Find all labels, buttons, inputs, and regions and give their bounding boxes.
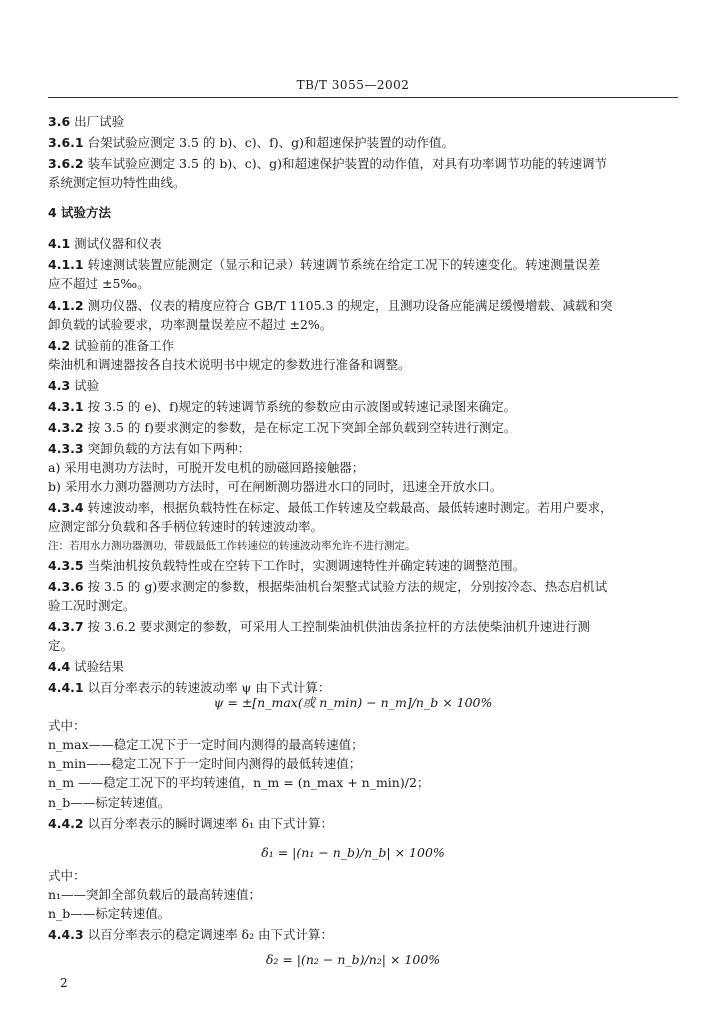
clause-text: 以百分率表示的转速波动率 ψ 由下式计算：: [83, 680, 331, 695]
clause-line: [48, 135, 680, 150]
clause-text: 以百分率表示的稳定调速率 δ₂ 由下式计算：: [83, 927, 334, 942]
clause-text: 试验结果: [70, 659, 125, 674]
clause-line: [48, 579, 680, 594]
text-line: [48, 887, 680, 902]
clause-line: [48, 205, 680, 220]
text-line: [48, 756, 680, 771]
text-line: [48, 737, 680, 752]
clause-text: 按 3.5 的 f)要求测定的参数，是在标定工况下突卸全部负载到空转进行测定。: [83, 420, 517, 435]
clause-text: 式中：: [48, 868, 86, 883]
clause-text: 试验方法: [56, 205, 112, 220]
formula: ψ = ±[n_max(或 n_min) − n_m]/n_b × 100%: [213, 695, 493, 710]
clause-line: [48, 816, 680, 831]
clause-text: a) 采用电测功方法时，可脱开发电机的励磁回路接触器；: [48, 460, 365, 475]
clause-line: [48, 298, 680, 313]
text-line: [48, 598, 680, 613]
text-line: [48, 460, 680, 475]
text-line: [48, 479, 680, 494]
clause-line: [48, 619, 680, 634]
clause-text: 出厂试验: [70, 114, 125, 129]
clause-text: 转速测试装置应能测定（显示和记录）转速调节系统在给定工况下的转速变化。转速测量误差: [83, 257, 601, 272]
clause-number: 4.1: [48, 236, 71, 251]
clause-number: 4: [48, 205, 57, 220]
clause-text: 应测定部分负载和各手柄位转速时的转速波动率。: [48, 519, 324, 534]
clause-text: n_b——标定转速值。: [48, 795, 171, 810]
clause-text: n_max——稳定工况下于一定时间内测得的最高转速值；: [48, 737, 364, 752]
page-number: 2: [60, 976, 68, 990]
text-line: [48, 357, 680, 372]
clause-line: [48, 420, 680, 435]
clause-text: 按 3.5 的 g)要求测定的参数，根据柴油机台架整式试验方法的规定，分别按冷态、热态启机试: [83, 579, 608, 594]
clause-text: 定。: [48, 638, 74, 653]
clause-line: [48, 378, 680, 393]
clause-number: 4.4.2: [48, 816, 84, 831]
clause-line: [48, 114, 680, 129]
text-line: [48, 539, 680, 554]
clause-number: 4.1.2: [48, 298, 84, 313]
clause-text: 注：若用水力测功器测功，带载最低工作转速位的转速波动率允许不进行测定。: [48, 540, 416, 552]
clause-line: [48, 680, 680, 695]
clause-number: 3.6: [48, 114, 71, 129]
text-line: [48, 638, 680, 653]
clause-text: 当柴油机按负载特性或在空转下工作时，实测调速特性并确定转速的调整范围。: [83, 558, 526, 573]
text-line: [48, 795, 680, 810]
clause-number: 4.1.1: [48, 257, 84, 272]
clause-text: 试验: [70, 378, 100, 393]
clause-text: 应不超过 ±5‰。: [48, 276, 150, 291]
clause-text: n_min——稳定工况下于一定时间内测得的最低转速值；: [48, 756, 362, 771]
text-line: [48, 276, 680, 291]
clause-text: 以百分率表示的瞬时调速率 δ₁ 由下式计算：: [83, 816, 334, 831]
clause-line: [48, 236, 680, 251]
text-line: [48, 868, 680, 883]
clause-number: 3.6.2: [48, 156, 84, 171]
formula: δ₁ = |(n₁ − n_b)/n_b| × 100%: [261, 845, 445, 860]
clause-text: n₁——突卸全部负载后的最高转速值；: [48, 887, 262, 902]
clause-text: 按 3.5 的 e)、f)规定的转速调节系统的参数应由示波图或转速记录图来确定。: [83, 399, 517, 414]
clause-text: 验工况时测定。: [48, 598, 136, 613]
clause-text: 转速波动率，根据负载特性在标定、最低工作转速及空载最高、最低转速时测定。若用户要求，: [83, 500, 613, 515]
clause-text: 试验前的准备工作: [70, 338, 175, 353]
clause-number: 4.3.1: [48, 399, 84, 414]
clause-line: [48, 558, 680, 573]
clause-line: [48, 659, 680, 674]
text-line: [48, 906, 680, 921]
page-header-code: TB/T 3055—2002: [296, 78, 410, 92]
clause-number: 4.4.3: [48, 927, 84, 942]
clause-text: 测功仪器、仪表的精度应符合 GB/T 1105.3 的规定，且测功设备应能满足缓慢增载、减载和突: [83, 298, 613, 313]
clause-text: 柴油机和调速器按各自技术说明书中规定的参数进行准备和调整。: [48, 357, 411, 372]
clause-text: 测试仪器和仪表: [70, 236, 162, 251]
clause-line: [48, 257, 680, 272]
clause-number: 4.4.1: [48, 680, 84, 695]
clause-text: n_m ——稳定工况下的平均转速值，n_m = (n_max + n_min)/2；: [48, 775, 430, 790]
clause-number: 4.3.4: [48, 500, 84, 515]
clause-line: [48, 441, 680, 456]
clause-text: 式中：: [48, 718, 86, 733]
clause-text: b) 采用水力测功器测功方法时，可在闸断测功器进水口的同时，迅速全开放水口。: [48, 479, 503, 494]
clause-line: [48, 399, 680, 414]
clause-number: 4.3: [48, 378, 71, 393]
clause-text: 系统测定恒功特性曲线。: [48, 175, 186, 190]
clause-text: 突卸负载的方法有如下两种：: [83, 441, 251, 456]
clause-number: 4.3.7: [48, 619, 84, 634]
text-line: [48, 175, 680, 190]
clause-number: 4.3.6: [48, 579, 84, 594]
clause-text: n_b——标定转速值。: [48, 906, 171, 921]
clause-text: 台架试验应测定 3.5 的 b)、c)、f)、g)和超速保护装置的动作值。: [83, 135, 455, 150]
text-line: [48, 775, 680, 790]
clause-number: 4.2: [48, 338, 71, 353]
clause-text: 卸负载的试验要求，功率测量误差应不超过 ±2%。: [48, 317, 333, 332]
clause-text: 装车试验应测定 3.5 的 b)、c)、g)和超速保护装置的动作值，对具有功率调节功能的转速调节: [83, 156, 608, 171]
text-line: [48, 317, 680, 332]
clause-number: 4.3.5: [48, 558, 84, 573]
clause-number: 4.4: [48, 659, 71, 674]
clause-number: 4.3.2: [48, 420, 84, 435]
clause-line: [48, 927, 680, 942]
text-line: [48, 519, 680, 534]
header-rule: [48, 97, 678, 98]
text-line: [48, 718, 680, 733]
clause-text: 按 3.6.2 要求测定的参数，可采用人工控制柴油机供油齿条拉杆的方法使柴油机升速进行测: [83, 619, 590, 634]
clause-number: 4.3.3: [48, 441, 84, 456]
clause-line: [48, 500, 680, 515]
formula: δ₂ = |(n₂ − n_b)/n₂| × 100%: [265, 952, 441, 967]
clause-line: [48, 338, 680, 353]
clause-number: 3.6.1: [48, 135, 84, 150]
clause-line: [48, 156, 680, 171]
